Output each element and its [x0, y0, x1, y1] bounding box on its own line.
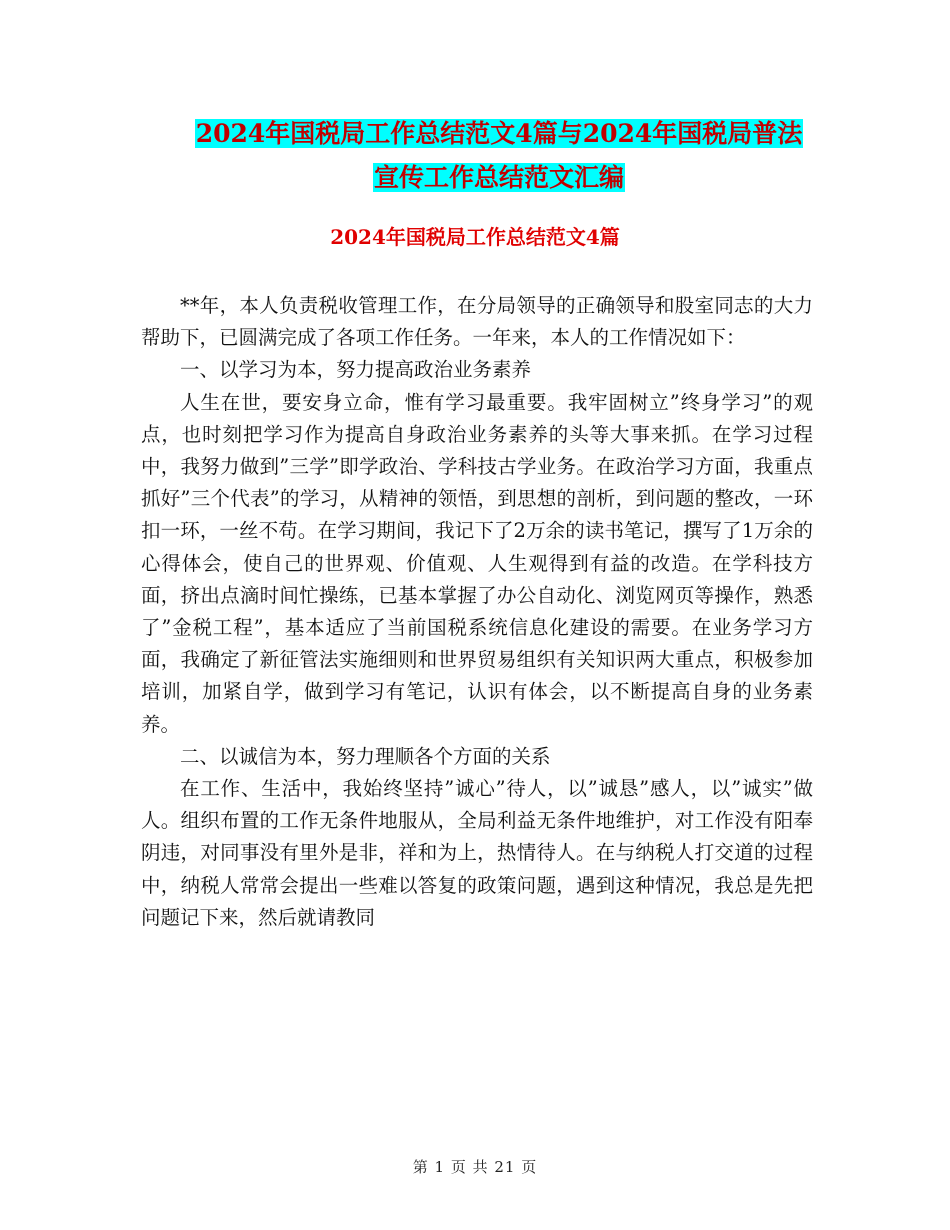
section-title: 2024年国税局工作总结范文4篇 — [330, 225, 620, 249]
document-title-line-2: 宣传工作总结范文汇编 — [373, 163, 624, 192]
document-title-line-1: 2024年国税局工作总结范文4篇与2024年国税局普法 — [195, 119, 803, 148]
document-body — [141, 290, 813, 934]
paragraph-heading-2: 二、以诚信为本，努力理顺各个方面的关系 — [180, 744, 551, 768]
paragraph-heading-1: 一、以学习为本，努力提高政治业务素养 — [180, 358, 532, 382]
paragraph-integrity: 在工作、生活中，我始终坚持”诚心”待人，以”诚恳”感人，以”诚实”做人。组织布置的工作无条件地服从，全局利益无条件地维护，对工作没有阳奉阴违，对同事没有里外是非，祥和为上，热情待人。在与纳税人打交道的过程中，纳税人常常会提出一些难以答复的政策问题，遇到这种情况，我总是先把问题记下来，然后就请教同 — [141, 777, 813, 929]
page-number-footer: 第 1 页 共 21 页 — [412, 1158, 538, 1176]
paragraph-study: 人生在世，要安身立命，惟有学习最重要。我牢固树立”终身学习”的观点，也时刻把学习作为提高自身政治业务素养的头等大事来抓。在学习过程中，我努力做到”三学”即学政治、学科技古学业务。在政治学习方面，我重点抓好”三个代表”的学习，从精神的领悟，到思想的剖析，到问题的整改，一环扣一环，一丝不苟。在学习期间，我记下了2万余的读书笔记，撰写了1万余的心得体会，使自己的世界观、价值观、人生观得到有益的改造。在学科技方面，挤出点滴时间忙操练，已基本掌握了办公自动化、浏览网页等操作，熟悉了”金税工程”，基本适应了当前国税系统信息化建设的需要。在业务学习方面，我确定了新征管法实施细则和世界贸易组织有关知识两大重点，积极参加培训，加紧自学，做到学习有笔记，认识有体会，以不断提高自身的业务素养。 — [141, 390, 813, 736]
paragraph-intro: **年，本人负责税收管理工作，在分局领导的正确领导和股室同志的大力帮助下，已圆满完成了各项工作任务。一年来，本人的工作情况如下： — [141, 294, 813, 350]
document-title — [120, 112, 878, 200]
